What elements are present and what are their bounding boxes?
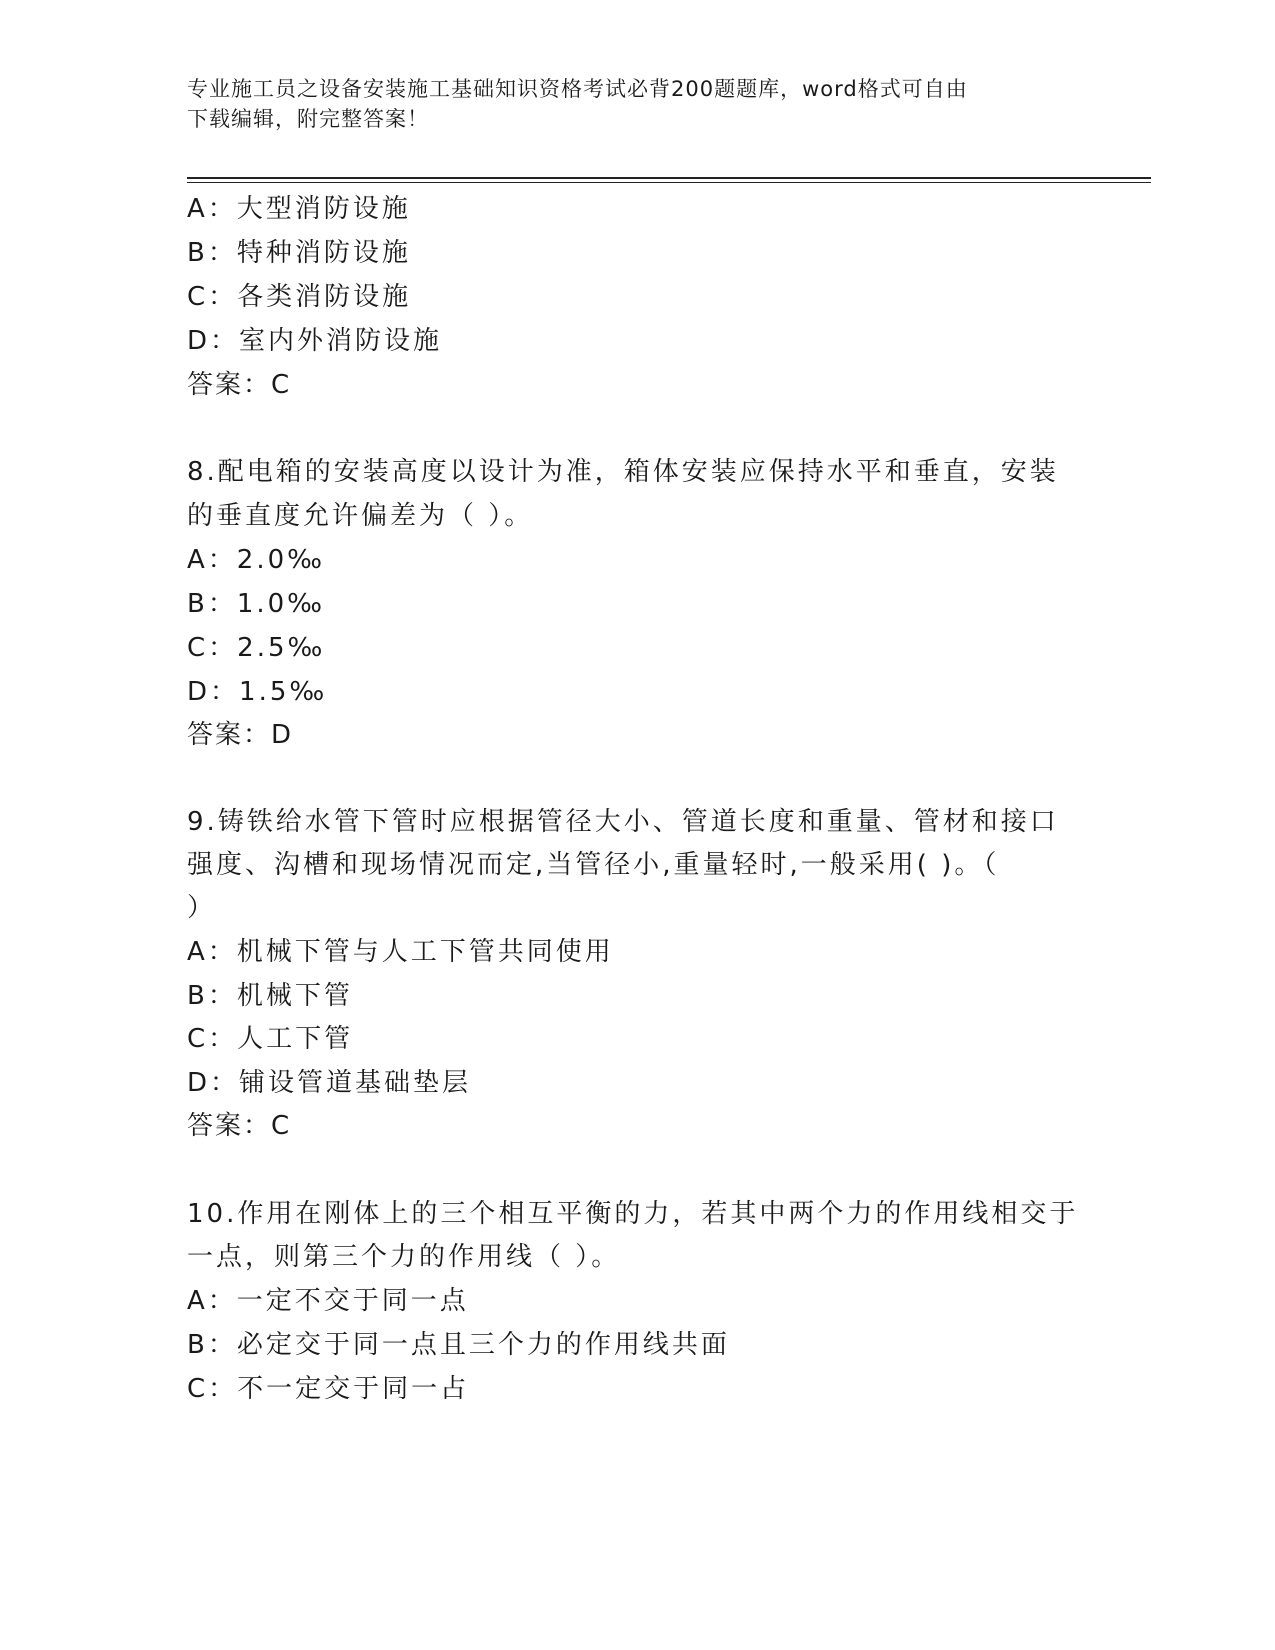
q9-stem-line-2: 强度、沟槽和现场情况而定,当管径小,重量轻时,一般采用( )。（ xyxy=(187,850,1000,880)
q7-answer: 答案：C xyxy=(187,370,292,400)
q8-stem-line-1: 8.配电箱的安装高度以设计为准，箱体安装应保持水平和垂直，安装 xyxy=(187,457,1059,487)
q8-stem-line-2: 的垂直度允许偏差为（ ）。 xyxy=(187,501,534,531)
q9-stem-line-3: ） xyxy=(187,893,217,923)
q7-option-d: D：室内外消防设施 xyxy=(187,326,443,356)
header-rule-thick xyxy=(187,177,1151,179)
q8-option-a: A：2.0‰ xyxy=(187,545,326,575)
q10-stem-line-1: 10.作用在刚体上的三个相互平衡的力，若其中两个力的作用线相交于 xyxy=(187,1199,1079,1229)
q7-option-c: C：各类消防设施 xyxy=(187,282,412,312)
q9-option-a: A：机械下管与人工下管共同使用 xyxy=(187,937,614,967)
q8-option-c: C：2.5‰ xyxy=(187,633,326,663)
q10-stem-line-2: 一点，则第三个力的作用线（ ）。 xyxy=(187,1242,621,1272)
q8-option-b: B：1.0‰ xyxy=(187,589,326,619)
q10-option-a: A：一定不交于同一点 xyxy=(187,1286,469,1316)
q7-option-b: B：特种消防设施 xyxy=(187,238,411,268)
q10-option-c: C：不一定交于同一占 xyxy=(187,1374,470,1404)
q10-option-b: B：必定交于同一点且三个力的作用线共面 xyxy=(187,1330,730,1360)
document-header xyxy=(187,74,1067,134)
q8-option-d: D：1.5‰ xyxy=(187,677,328,707)
q9-answer: 答案：C xyxy=(187,1111,292,1141)
header-line-1: 专业施工员之设备安装施工基础知识资格考试必背200题题库，word格式可自由 xyxy=(187,77,968,101)
q9-option-b: B：机械下管 xyxy=(187,981,353,1011)
q8-answer: 答案：D xyxy=(187,720,294,750)
q9-option-d: D：铺设管道基础垫层 xyxy=(187,1068,472,1098)
header-rule-thin xyxy=(187,182,1151,183)
q9-stem-line-1: 9.铸铁给水管下管时应根据管径大小、管道长度和重量、管材和接口 xyxy=(187,807,1059,837)
q7-option-a: A：大型消防设施 xyxy=(187,194,411,224)
header-line-2: 下载编辑，附完整答案！ xyxy=(187,107,429,131)
q9-option-c: C：人工下管 xyxy=(187,1024,354,1054)
